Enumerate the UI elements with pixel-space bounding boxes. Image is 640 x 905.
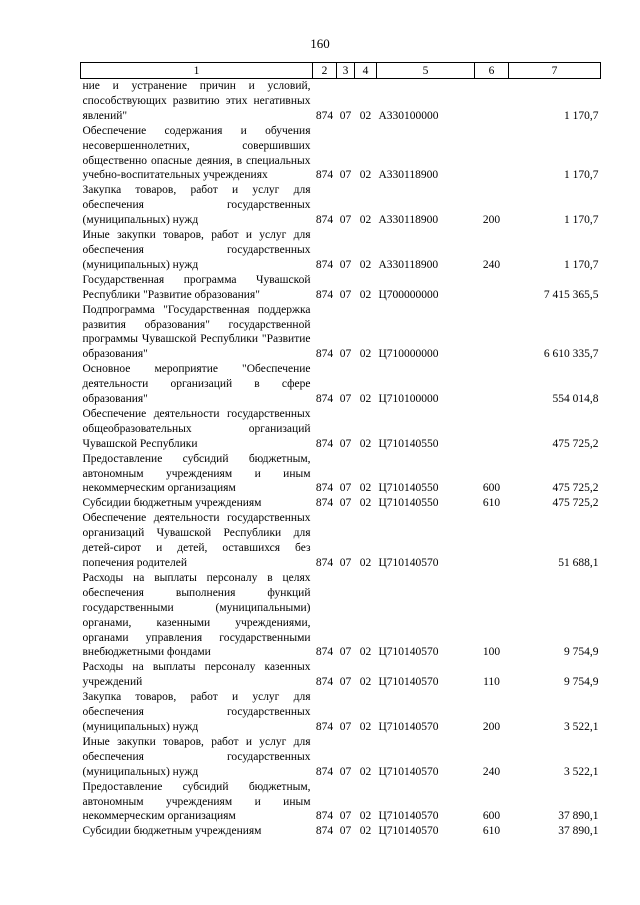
cell-grbs: 874 — [315, 646, 334, 659]
table-row — [81, 183, 601, 228]
cell-grbs: 874 — [315, 258, 334, 271]
cell-amount: 37 890,1 — [558, 825, 599, 838]
cell-expense-type — [475, 407, 509, 452]
table-row — [81, 780, 601, 825]
cell-name: Субсидии бюджетным учреждениям — [82, 497, 262, 510]
cell-grbs: 874 — [315, 437, 334, 450]
cell-expense-type: 200 — [482, 720, 501, 733]
cell-name: Предоставление субсидий бюджетным, автономным учреждениям и иным некоммерческим организациям — [82, 452, 311, 495]
column-header-amount: 7 — [509, 63, 601, 79]
page-number: 160 — [310, 36, 330, 51]
cell-subsection: 02 — [359, 109, 372, 122]
cell-section: 07 — [339, 169, 352, 182]
cell-amount: 475 725,2 — [552, 497, 599, 510]
cell-grbs: 874 — [315, 720, 334, 733]
cell-target-article: Ц710140570 — [378, 825, 439, 838]
table-row — [81, 571, 601, 660]
cell-section: 07 — [339, 437, 352, 450]
cell-grbs: 874 — [315, 557, 334, 569]
cell-expense-type — [475, 362, 509, 407]
table-row — [81, 824, 601, 839]
cell-expense-type: 100 — [482, 646, 501, 659]
cell-target-article: Ц710100000 — [378, 393, 439, 406]
cell-subsection: 02 — [359, 765, 372, 778]
cell-name: Обеспечение деятельности государственных общеобразовательных организаций Чувашской Республики — [82, 407, 311, 450]
table-row — [81, 496, 601, 511]
cell-section: 07 — [339, 214, 352, 227]
cell-section: 07 — [339, 720, 352, 733]
cell-grbs: 874 — [315, 482, 334, 495]
cell-amount: 1 170,7 — [564, 169, 599, 182]
table-row — [81, 735, 601, 780]
column-header-expense-type: 6 — [475, 63, 509, 79]
cell-amount: 51 688,1 — [558, 557, 599, 569]
cell-target-article: Ц710140550 — [378, 497, 439, 510]
cell-expense-type — [475, 511, 509, 571]
cell-subsection: 02 — [359, 288, 372, 301]
cell-name: Подпрограмма "Государственная поддержка развития образования" государственной программы Чувашской Республики "Развитие образования" — [82, 303, 311, 361]
cell-target-article: Ц710140570 — [378, 676, 439, 689]
cell-amount: 3 522,1 — [564, 720, 599, 733]
cell-amount: 1 170,7 — [564, 214, 599, 227]
column-header-name: 1 — [81, 63, 313, 79]
cell-target-article: А330118900 — [378, 214, 439, 227]
cell-grbs: 874 — [315, 288, 334, 301]
cell-target-article: Ц710140550 — [378, 437, 439, 450]
cell-subsection: 02 — [359, 348, 372, 361]
cell-amount: 475 725,2 — [552, 437, 599, 450]
cell-amount: 7 415 365,5 — [543, 288, 599, 301]
cell-amount: 3 522,1 — [564, 765, 599, 778]
cell-expense-type: 240 — [482, 765, 501, 778]
cell-section: 07 — [339, 810, 352, 823]
cell-target-article: Ц710000000 — [378, 348, 439, 361]
cell-expense-type: 610 — [482, 497, 501, 510]
cell-subsection: 02 — [359, 497, 372, 510]
cell-grbs: 874 — [315, 825, 334, 838]
cell-amount: 9 754,9 — [564, 676, 599, 689]
cell-name: Обеспечение содержания и обучения несовершеннолетних, совершивших общественно опасные деяния, в специальных учебно-воспитательных учреждениях — [82, 124, 311, 182]
table-row — [81, 303, 601, 363]
cell-section: 07 — [339, 825, 352, 838]
cell-expense-type — [475, 79, 509, 124]
table-row — [81, 362, 601, 407]
cell-section: 07 — [339, 482, 352, 495]
cell-subsection: 02 — [359, 482, 372, 495]
cell-name: ние и устранение причин и условий, способствующих развитию этих негативных явлений" — [82, 80, 311, 122]
cell-grbs: 874 — [315, 348, 334, 361]
cell-target-article: Ц710140570 — [378, 765, 439, 778]
cell-section: 07 — [339, 288, 352, 301]
cell-expense-type: 240 — [482, 258, 501, 271]
table-header-row — [81, 63, 601, 79]
cell-name: Закупка товаров, работ и услуг для обеспечения государственных (муниципальных) нужд — [82, 184, 311, 227]
cell-name: Предоставление субсидий бюджетным, автономным учреждениям и иным некоммерческим организациям — [82, 780, 311, 823]
cell-target-article: Ц710140550 — [378, 482, 439, 495]
cell-name: Субсидии бюджетным учреждениям — [82, 825, 262, 838]
cell-subsection: 02 — [359, 169, 372, 182]
cell-expense-type — [475, 124, 509, 184]
cell-section: 07 — [339, 393, 352, 406]
column-header-section: 3 — [337, 63, 355, 79]
cell-expense-type: 200 — [482, 214, 501, 227]
cell-subsection: 02 — [359, 258, 372, 271]
cell-name: Обеспечение деятельности государственных организаций Чувашской Республики для детей-сирот и детей, оставшихся без попечения родителей — [82, 512, 311, 569]
cell-subsection: 02 — [359, 720, 372, 733]
cell-expense-type: 110 — [483, 676, 500, 689]
column-header-subsection: 4 — [355, 63, 377, 79]
cell-target-article: Ц700000000 — [378, 288, 439, 301]
table-row — [81, 660, 601, 690]
table-row — [81, 690, 601, 735]
cell-amount: 9 754,9 — [564, 646, 599, 659]
cell-subsection: 02 — [359, 437, 372, 450]
cell-amount: 37 890,1 — [558, 810, 599, 823]
cell-target-article: Ц710140570 — [378, 720, 439, 733]
cell-target-article: Ц710140570 — [378, 810, 439, 823]
cell-section: 07 — [339, 109, 352, 122]
cell-target-article: Ц710140570 — [378, 646, 439, 659]
cell-grbs: 874 — [315, 810, 334, 823]
cell-name: Иные закупки товаров, работ и услуг для обеспечения государственных (муниципальных) нужд — [82, 735, 311, 778]
cell-subsection: 02 — [359, 810, 372, 823]
cell-expense-type: 610 — [482, 825, 501, 838]
table-row — [81, 228, 601, 273]
cell-name: Расходы на выплаты персоналу казенных учреждений — [82, 661, 311, 689]
cell-name: Основное мероприятие "Обеспечение деятельности организаций в сфере образования" — [82, 363, 311, 406]
cell-amount: 554 014,8 — [552, 393, 599, 406]
cell-grbs: 874 — [315, 109, 334, 122]
cell-grbs: 874 — [315, 765, 334, 778]
column-header-target-article: 5 — [377, 63, 475, 79]
cell-name: Расходы на выплаты персоналу в целях обеспечения выполнения функций государственными (муниципальными) органами, казенными учреждениями, органами управления государственными внебюджетными фондами — [82, 571, 311, 659]
cell-section: 07 — [339, 348, 352, 361]
table-row — [81, 273, 601, 303]
table-row — [81, 511, 601, 571]
cell-target-article: А330118900 — [378, 169, 439, 182]
table-row — [81, 452, 601, 497]
cell-section: 07 — [339, 258, 352, 271]
cell-subsection: 02 — [359, 557, 372, 569]
cell-amount: 1 170,7 — [564, 258, 599, 271]
table-row — [81, 407, 601, 452]
column-header-grbs: 2 — [313, 63, 337, 79]
cell-subsection: 02 — [359, 646, 372, 659]
cell-subsection: 02 — [359, 676, 372, 689]
cell-section: 07 — [339, 497, 352, 510]
cell-amount: 6 610 335,7 — [543, 348, 599, 361]
cell-expense-type: 600 — [482, 482, 501, 495]
cell-target-article: А330118900 — [378, 258, 439, 271]
cell-expense-type — [475, 273, 509, 303]
cell-section: 07 — [339, 557, 352, 569]
cell-section: 07 — [339, 676, 352, 689]
cell-grbs: 874 — [315, 497, 334, 510]
cell-expense-type — [475, 303, 509, 363]
budget-table — [80, 62, 601, 839]
cell-amount: 475 725,2 — [552, 482, 599, 495]
cell-subsection: 02 — [359, 393, 372, 406]
table-row — [81, 124, 601, 184]
cell-grbs: 874 — [315, 169, 334, 182]
cell-grbs: 874 — [315, 393, 334, 406]
cell-amount: 1 170,7 — [564, 109, 599, 122]
cell-grbs: 874 — [315, 214, 334, 227]
cell-name: Иные закупки товаров, работ и услуг для обеспечения государственных (муниципальных) нужд — [82, 229, 311, 271]
cell-section: 07 — [339, 646, 352, 659]
cell-section: 07 — [339, 765, 352, 778]
cell-expense-type: 600 — [482, 810, 501, 823]
cell-grbs: 874 — [315, 676, 334, 689]
cell-subsection: 02 — [359, 214, 372, 227]
cell-name: Закупка товаров, работ и услуг для обеспечения государственных (муниципальных) нужд — [82, 691, 311, 733]
table-row — [81, 79, 601, 124]
cell-subsection: 02 — [359, 825, 372, 838]
cell-target-article: А330100000 — [378, 109, 439, 122]
cell-target-article: Ц710140570 — [378, 557, 439, 569]
cell-name: Государственная программа Чувашской Республики "Развитие образования" — [82, 273, 311, 301]
